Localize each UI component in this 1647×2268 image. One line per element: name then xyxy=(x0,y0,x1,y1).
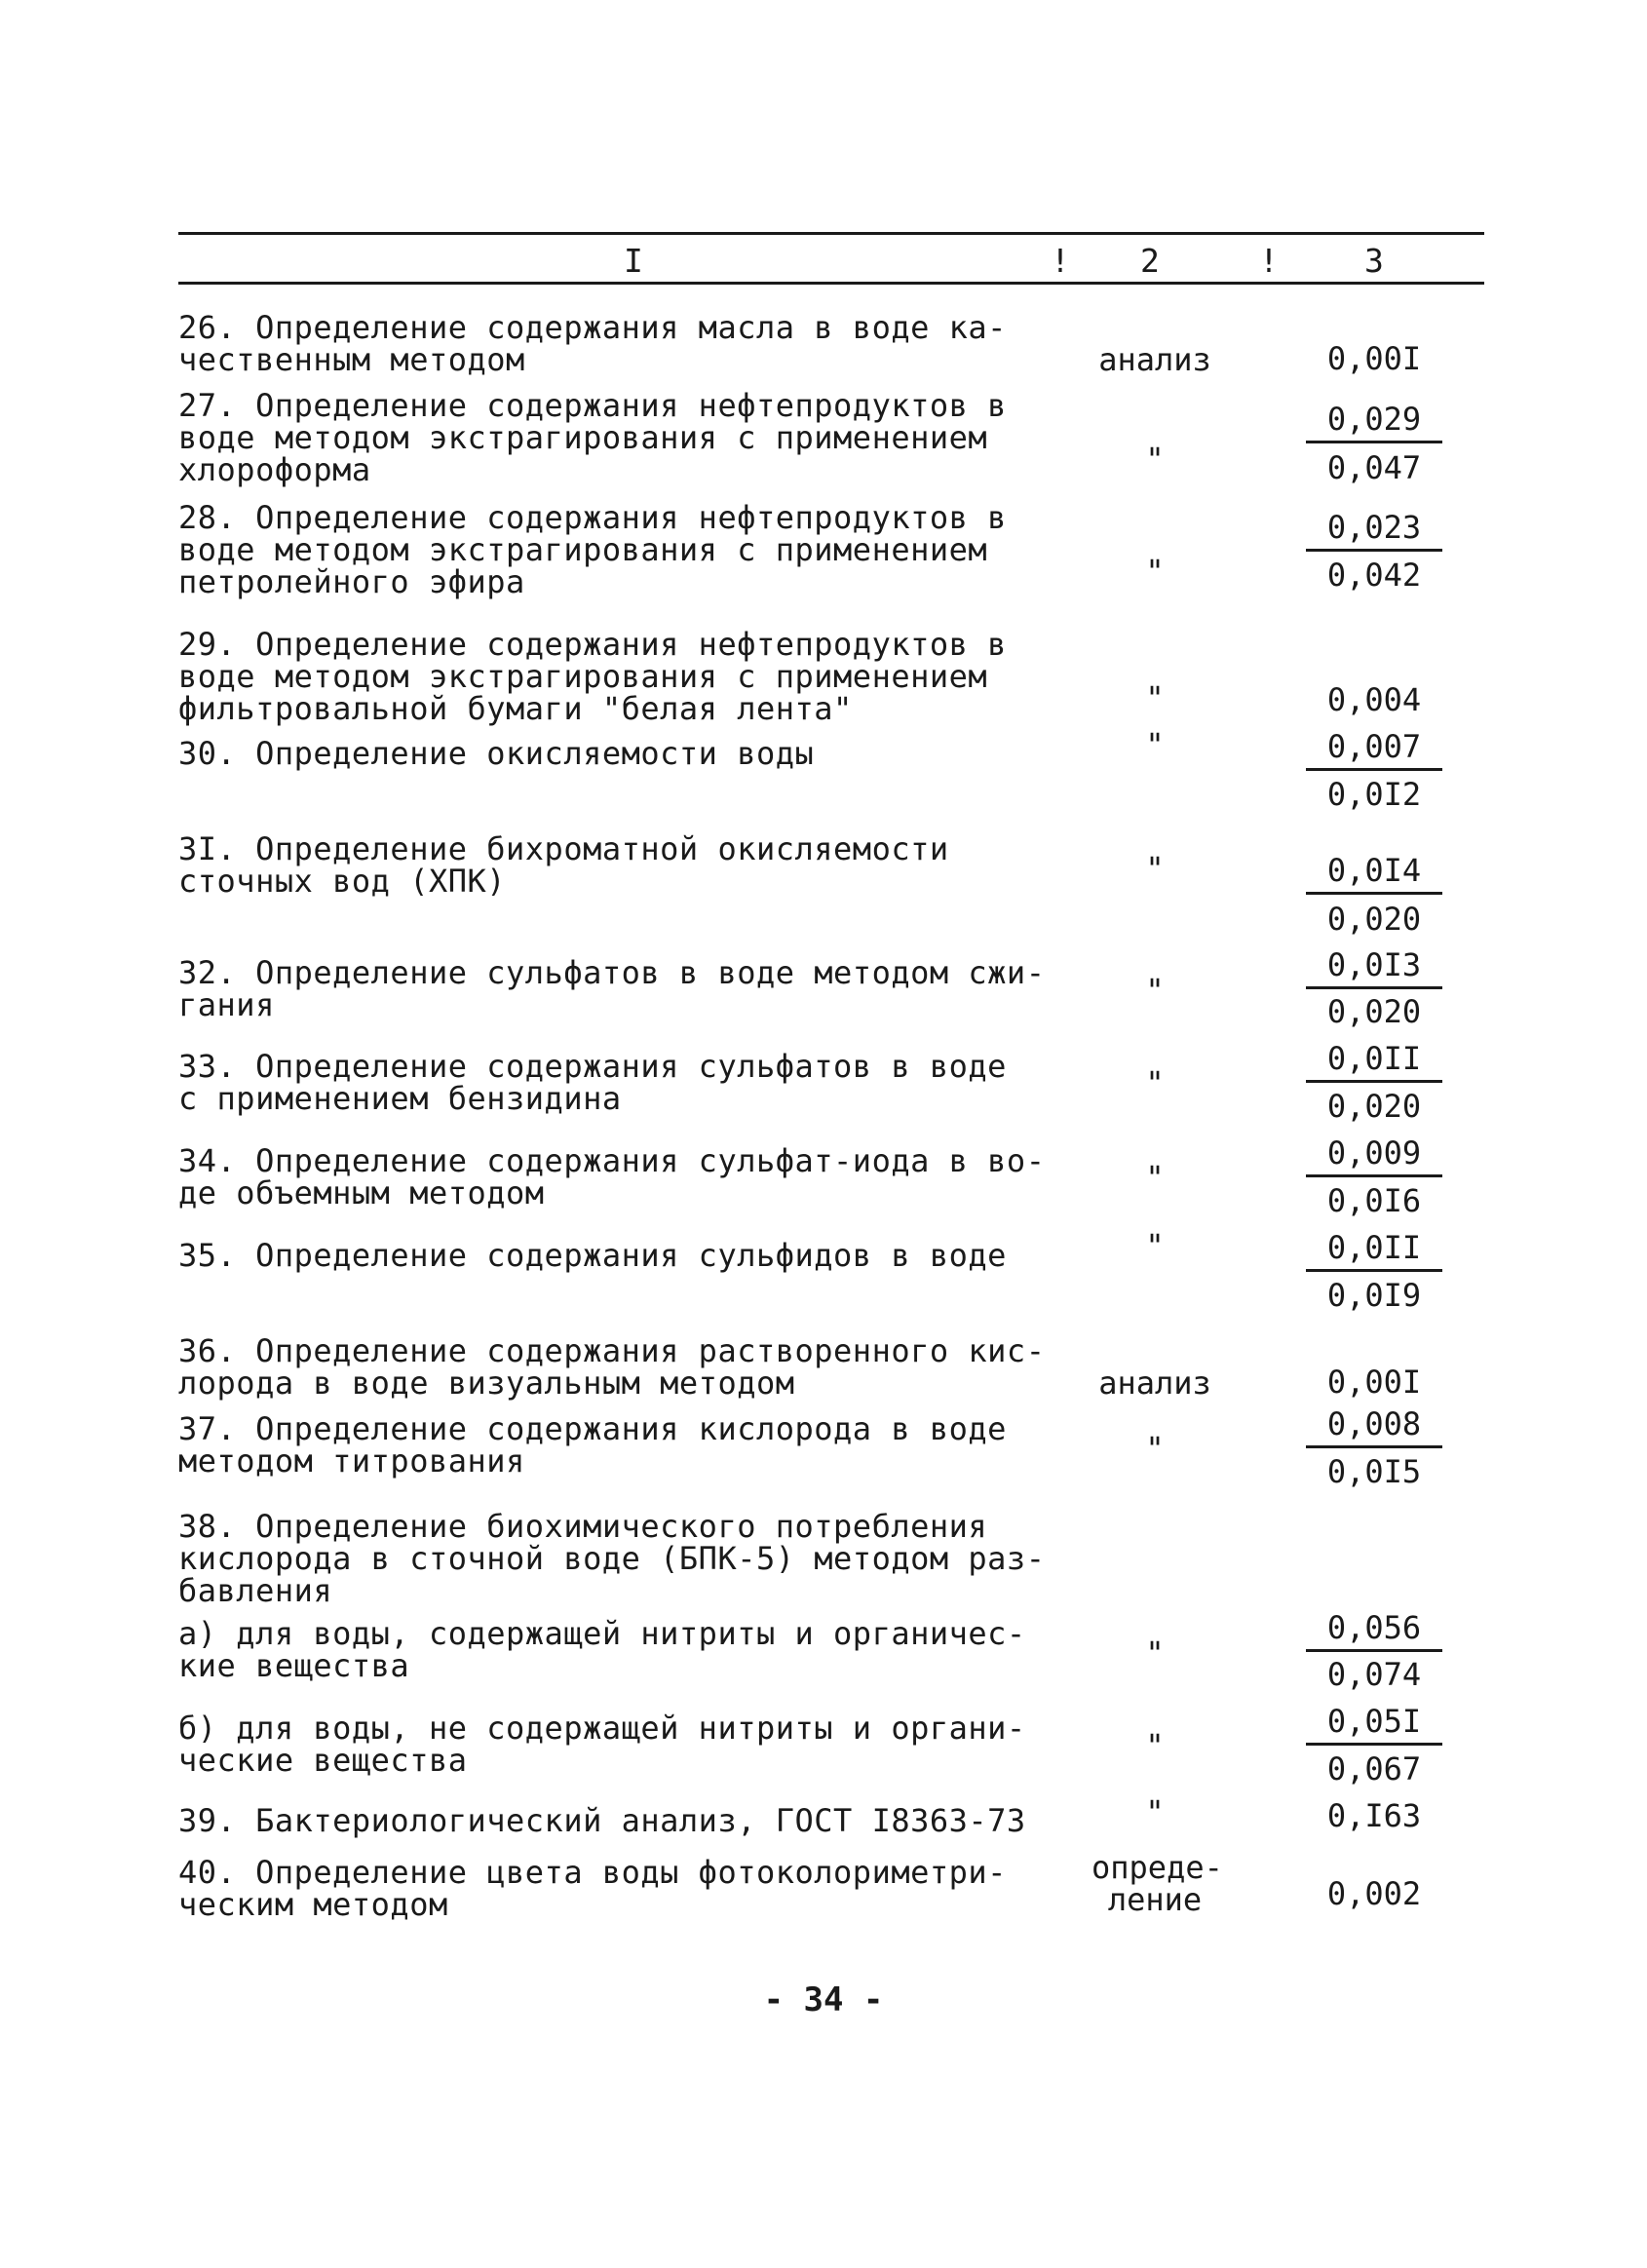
row-28-value-top: 0,023 xyxy=(1306,510,1442,552)
row-38a-value-top: 0,056 xyxy=(1306,1610,1442,1652)
row-32-unit: " xyxy=(1145,972,1165,1009)
row-26-text: 26. Определение содержания масла в воде ка- чественным методом xyxy=(178,309,1007,378)
row-37-value-top: 0,008 xyxy=(1306,1406,1442,1448)
header-col1: I xyxy=(624,242,643,280)
row-33-value-bottom: 0,020 xyxy=(1326,1088,1422,1125)
row-30-text: 30. Определение окисляемости воды xyxy=(178,735,815,772)
row-34-text: 34. Определение содержания сульфат-иода в во- де объемным методом xyxy=(178,1142,1046,1211)
row-39-unit: " xyxy=(1145,1793,1165,1830)
row-27-value-bottom: 0,047 xyxy=(1326,449,1422,486)
row-27-text: 27. Определение содержания нефтепродуктов в воде методом экстрагирования с применением хлороформа xyxy=(178,387,1007,488)
row-30-value-top: 0,007 xyxy=(1306,729,1442,771)
row-33-unit: " xyxy=(1145,1064,1165,1101)
row-39-value: 0,I63 xyxy=(1326,1797,1422,1834)
row-28-text: 28. Определение содержания нефтепродуктов в воде методом экстрагирования с применением петролейного эфира xyxy=(178,499,1007,600)
header-col3: 3 xyxy=(1364,242,1384,280)
row-34-value-bottom: 0,0I6 xyxy=(1326,1182,1422,1219)
row-38b-text: б) для воды, не содержащей нитриты и органи- ческие вещества xyxy=(178,1710,1026,1779)
row-38a-text: а) для воды, содержащей нитриты и органичес- кие вещества xyxy=(178,1615,1026,1684)
table-header-rule xyxy=(178,282,1484,285)
row-31-unit: " xyxy=(1145,850,1165,887)
row-32-value-bottom: 0,020 xyxy=(1326,993,1422,1030)
row-40-value: 0,002 xyxy=(1326,1875,1422,1912)
row-31-value-bottom: 0,020 xyxy=(1326,901,1422,938)
row-26-value: 0,00I xyxy=(1326,340,1422,377)
header-sep1: ! xyxy=(1051,242,1070,280)
row-34-value-top: 0,009 xyxy=(1306,1135,1442,1177)
table-top-rule xyxy=(178,232,1484,235)
row-29-unit: " xyxy=(1145,679,1165,716)
row-35-unit: " xyxy=(1145,1227,1165,1264)
row-37-value-bottom: 0,0I5 xyxy=(1326,1453,1422,1490)
row-38b-value-top: 0,05I xyxy=(1306,1704,1442,1746)
row-29-text: 29. Определение содержания нефтепродуктов в воде методом экстрагирования с применением фильтровальной бумаги "белая лента" xyxy=(178,626,1007,727)
row-32-text: 32. Определение сульфатов в воде методом сжи- гания xyxy=(178,954,1046,1023)
row-27-unit: " xyxy=(1145,441,1165,478)
row-31-value-top: 0,0I4 xyxy=(1306,853,1442,895)
row-40-text: 40. Определение цвета воды фотоколориметри- ческим методом xyxy=(178,1854,1007,1923)
row-35-value-bottom: 0,0I9 xyxy=(1326,1277,1422,1314)
row-33-value-top: 0,0II xyxy=(1306,1041,1442,1083)
row-38-text: 38. Определение биохимического потребления кислорода в сточной воде (БПК-5) методом раз- бавления xyxy=(178,1508,1046,1609)
row-29-value: 0,004 xyxy=(1326,681,1422,718)
row-38b-unit: " xyxy=(1145,1727,1165,1764)
row-30-unit: " xyxy=(1145,726,1165,763)
row-31-text: 3I. Определение бихроматной окисляемости сточных вод (ХПК) xyxy=(178,830,949,900)
row-39-text: 39. Бактериологический анализ, ГОСТ I8363-73 xyxy=(178,1802,1026,1839)
row-36-value: 0,00I xyxy=(1326,1364,1422,1401)
row-33-text: 33. Определение содержания сульфатов в воде с применением бензидина xyxy=(178,1048,1007,1117)
row-32-value-top: 0,0I3 xyxy=(1306,947,1442,989)
page-number: - 34 - xyxy=(763,1980,884,2019)
row-35-value-top: 0,0II xyxy=(1306,1230,1442,1272)
row-38a-unit: " xyxy=(1145,1634,1165,1672)
header-col2: 2 xyxy=(1140,242,1160,280)
row-26-unit: анализ xyxy=(1098,341,1211,378)
row-34-unit: " xyxy=(1145,1159,1165,1196)
header-sep2: ! xyxy=(1259,242,1279,280)
row-27-value-top: 0,029 xyxy=(1306,402,1442,443)
row-36-unit: анализ xyxy=(1098,1365,1211,1402)
row-38b-value-bottom: 0,067 xyxy=(1326,1750,1422,1787)
row-28-unit: " xyxy=(1145,553,1165,590)
row-37-unit: " xyxy=(1145,1430,1165,1467)
row-30-value-bottom: 0,0I2 xyxy=(1326,776,1422,813)
row-38a-value-bottom: 0,074 xyxy=(1326,1656,1422,1693)
row-37-text: 37. Определение содержания кислорода в воде методом титрования xyxy=(178,1410,1007,1480)
row-40-unit: опреде- ление xyxy=(1092,1849,1223,1918)
row-28-value-bottom: 0,042 xyxy=(1326,557,1422,594)
row-35-text: 35. Определение содержания сульфидов в воде xyxy=(178,1237,1007,1274)
row-36-text: 36. Определение содержания растворенного кис- лорода в воде визуальным методом xyxy=(178,1332,1046,1402)
